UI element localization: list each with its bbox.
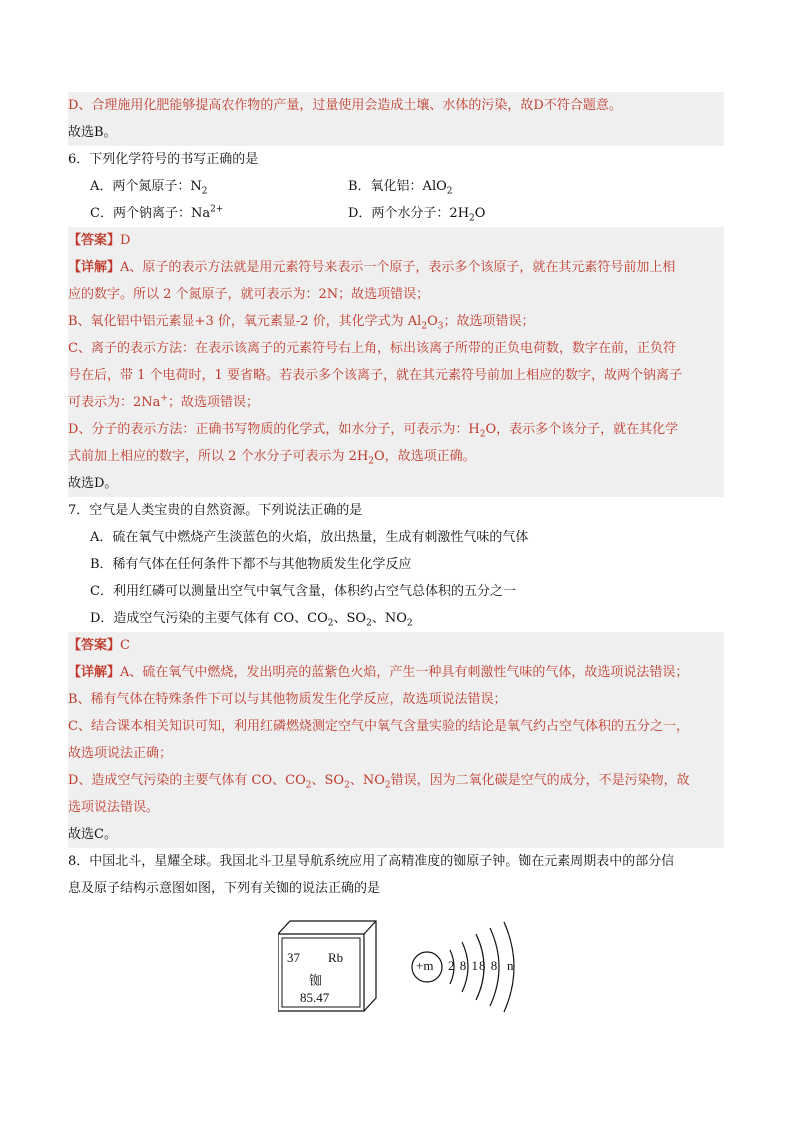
q7-stem: 7．空气是人类宝贵的自然资源。下列说法正确的是: [68, 503, 363, 518]
atomic-number: 37: [287, 950, 300, 965]
rubidium-figure: [278, 920, 538, 1020]
q7-option-b: B．稀有气体在任何条件下都不与其他物质发生化学反应: [90, 557, 412, 572]
q8-stem-a: 8．中国北斗，星耀全球。我国北斗卫星导航系统应用了高精准度的铷原子钟。铷在元素周期表中的部分信: [68, 854, 675, 869]
element-symbol: Rb: [328, 950, 344, 965]
q6-option-a: A．两个氮原子：$N_2$: [90, 179, 208, 197]
element-name: 铷: [309, 973, 323, 988]
q7-option-c: C．利用红磷可以测量出空气中氧气含量，体积约占空气总体积的五分之一: [90, 584, 516, 599]
q6-stem: 6．下列化学符号的书写正确的是: [68, 152, 259, 167]
prev-detail-d: D、合理施用化肥能够提高农作物的产量，过量使用会造成土壤、水体的污染，故D不符合题意。: [68, 92, 724, 119]
q6-detail-3b: 号在后，带 1 个电荷时，1 要省略。若表示多个该离子，就在其元素符号前加上相应的数字，故两个钠离子: [68, 362, 724, 389]
q6-detail-3c: 可表示为：2Na+；故选项错误；: [68, 389, 724, 416]
q6-option-d: D．两个水分子：$2H_2O$: [348, 206, 486, 224]
q6-detail-2: B、氧化铝中铝元素显+3 价，氧元素显-2 价，其化学式为 $Al_2O_3$；故选项错误；: [68, 308, 724, 335]
q6-conclusion: 故选D。: [68, 470, 724, 497]
q6-option-b: B．氧化铝：AlO$_2$: [348, 179, 453, 197]
atomic-mass: 85.47: [300, 990, 330, 1005]
q7-option-d: D．造成空气污染的主要气体有 CO、$CO_2$、$SO_2$、$NO_2$: [90, 611, 413, 629]
q7-conclusion: 故选C。: [68, 821, 724, 848]
q7-answer: 【答案】C: [68, 632, 724, 659]
q7-detail-1: 【详解】A、硫在氧气中燃烧，发出明亮的蓝紫色火焰，产生一种具有刺激性气味的气体，故选项说法错误；: [68, 659, 724, 686]
q6-option-c: C．两个钠离子：$Na^{2+}$: [90, 204, 224, 221]
q6-detail-1b: 应的数字。所以 2 个氮原子，就可表示为：2N；故选项错误；: [68, 281, 724, 308]
document-page: [68, 92, 724, 902]
q7-detail-4a: D、造成空气污染的主要气体有 CO、$CO_2$、$SO_2$、$NO_2$错误，因为二氧化碳是空气的成分，不是污染物，故: [68, 767, 724, 794]
q6-options-cd: [68, 200, 724, 227]
electron-shells: 2 8 18 8: [448, 958, 499, 973]
q6-detail-4b: 式前加上相应的数字，所以 2 个水分子可表示为 $2H_2O$，故选项正确。: [68, 443, 724, 470]
nucleus-charge: +m: [416, 958, 434, 973]
q6-detail-3a: C、离子的表示方法：在表示该离子的元素符号右上角，标出该离子所带的正负电荷数，数字在前，正负符: [68, 335, 724, 362]
q7-detail-3a: C、结合课本相关知识可知，利用红磷燃烧测定空气中氧气含量实验的结论是氧气约占空气体积的五分之一，: [68, 713, 724, 740]
q6-options-ab: [68, 173, 724, 200]
q7-detail-4b: 选项说法错误。: [68, 794, 724, 821]
q7-option-a: A．硫在氧气中燃烧产生淡蓝色的火焰，放出热量，生成有刺激性气味的气体: [90, 530, 529, 545]
q8-stem-b: 息及原子结构示意图如图，下列有关铷的说法正确的是: [68, 881, 381, 896]
q7-detail-2: B、稀有气体在特殊条件下可以与其他物质发生化学反应，故选项说法错误；: [68, 686, 724, 713]
q7-detail-3b: 故选项说法正确；: [68, 740, 724, 767]
outer-shell-n: n: [507, 958, 514, 973]
q6-detail-1a: 【详解】A、原子的表示方法就是用元素符号来表示一个原子，表示多个该原子，就在其元素符号前加上相: [68, 254, 724, 281]
q6-detail-4a: D、分子的表示方法：正确书写物质的化学式，如水分子，可表示为：$H_2O$，表示多个该分子，就在其化学: [68, 416, 724, 443]
prev-conclusion: 故选B。: [68, 119, 724, 146]
q6-answer: 【答案】D: [68, 227, 724, 254]
